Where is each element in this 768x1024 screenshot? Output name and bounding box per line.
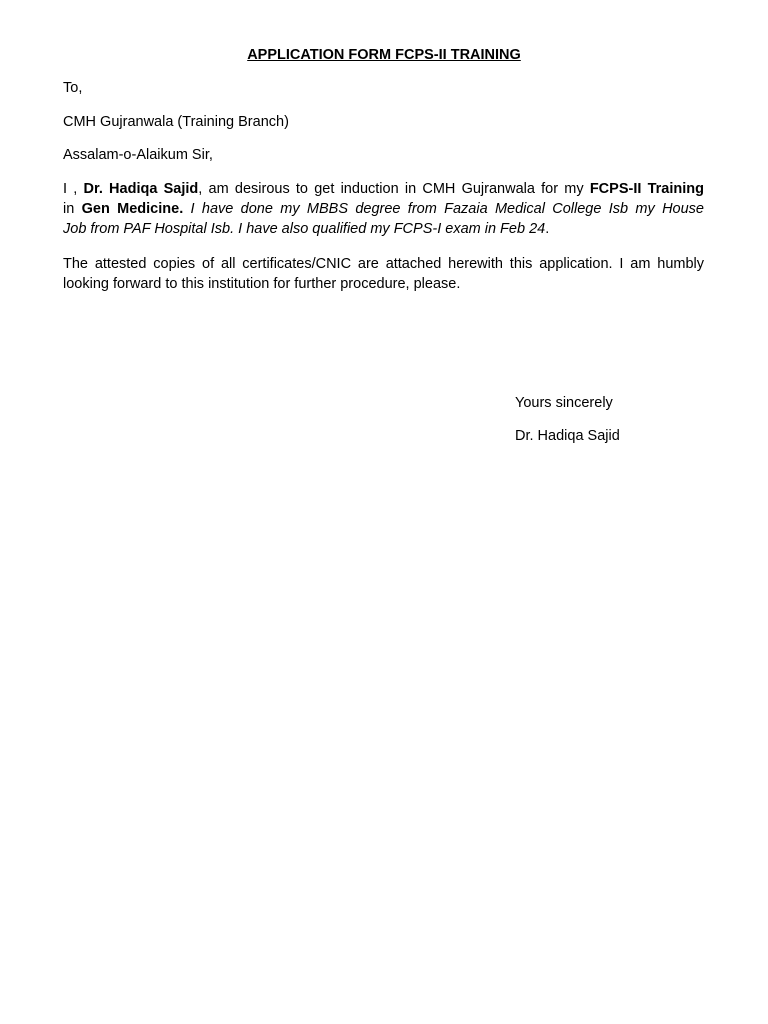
education-text-1: I have done my MBBS degree from Fazaia Medical College Isb my House [183,201,704,217]
intro-text-end: . [545,221,550,237]
applicant-name: Dr. Hadiqa Sajid [83,181,199,197]
attachments-row-1: The attested copies of all certificates/CNIC are attached herewith this application. I am humbly [63,256,704,272]
specialty-name: Gen Medicine. [81,201,184,217]
intro-row-1 [63,179,704,199]
attachments-paragraph [63,254,704,294]
signature-name: Dr. Hadiqa Sajid [515,428,620,444]
attachments-row-2: looking forward to this institution for further procedure, please. [63,276,461,292]
intro-text-2: , am desirous to get induction in CMH Gujranwala for my [198,181,590,197]
recipient-line: CMH Gujranwala (Training Branch) [63,114,289,130]
greeting-line: Assalam-o-Alaikum Sir, [63,147,213,163]
intro-row-2 [63,199,704,219]
document-title: APPLICATION FORM FCPS-II TRAINING [247,47,521,63]
salutation-to: To, [63,80,83,96]
intro-paragraph [63,179,704,239]
intro-row-3 [63,219,704,239]
program-name: FCPS-II Training [589,181,704,197]
intro-text-3: in [63,201,82,217]
education-text-2: Job from PAF Hospital Isb. I have also qualified my FCPS-I exam in Feb 24 [63,221,546,237]
intro-text-1: I , [63,181,84,197]
closing-line: Yours sincerely [515,395,613,411]
